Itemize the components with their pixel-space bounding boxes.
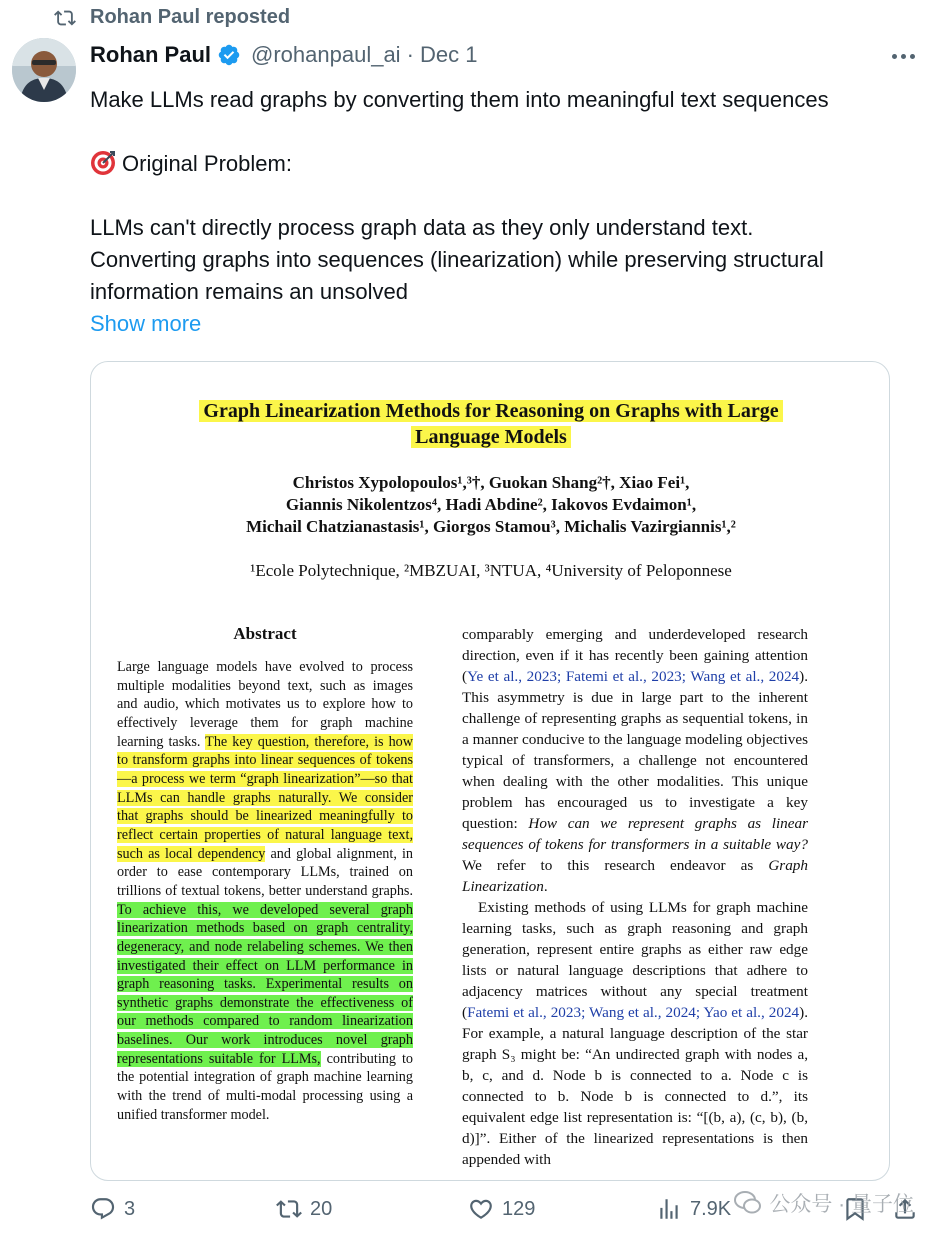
abstract-plain-3: contributing to the potential integration of graph machine learning with the trend of multi-modal processing using a unified transformer model.: [117, 1050, 414, 1123]
author-handle[interactable]: @rohanpaul_ai: [251, 42, 401, 67]
right-paragraph-1: [462, 624, 808, 897]
post-line-1: Make LLMs read graphs by converting them into meaningful text sequences: [90, 87, 829, 112]
post-header: [90, 38, 920, 72]
more-options-button[interactable]: [888, 46, 918, 66]
paper-title-line-2: Language Models: [411, 426, 571, 448]
repost-indicator[interactable]: [54, 6, 290, 29]
verified-badge-icon[interactable]: [217, 43, 241, 67]
r2-text-a: Existing methods of using LLMs for graph machine learning tasks, such as graph reasoning and graph generation, represent entire graphs as either raw edge lists or natural language descriptions that adhere to adjacency matrices without any special treatment (: [462, 899, 808, 1021]
r1-text-c: We refer to this research endeavor as: [462, 857, 754, 874]
abstract-plain-1: Large language models have evolved to process multiple modalities beyond text, such as images and audio, which motivates us to explore how to effectively leverage them for graph machine learning tasks.: [117, 659, 413, 750]
post-heading-text: Original Problem:: [122, 151, 292, 176]
paper-authors-line-2: Giannis Nikolentzos⁴, Hadi Abdine², Iakovos Evdaimon¹,: [285, 495, 697, 514]
paper-screenshot: [91, 362, 890, 1181]
views-icon: [656, 1196, 682, 1222]
paper-title: [91, 398, 890, 450]
abstract-heading: Abstract: [233, 624, 297, 643]
abstract-plain-2: and global alignment, in order to ease contemporary LLMs, trained on trillions of textual tokens, better understand graphs.: [117, 845, 414, 899]
abstract-highlight-yellow: The key question, therefore, is how to transform graphs into linear sequences of tokens—a process we term “graph linearization”—so that LLMs can handle graphs naturally. We consider that graphs should be linearized meaningfully to reflect certain properties of natural language text, such as local dependency: [117, 733, 413, 862]
reply-count: 3: [124, 1197, 136, 1220]
like-count: 129: [502, 1197, 536, 1220]
more-dot-icon: [910, 54, 915, 59]
paper-right-column: [462, 624, 808, 1170]
watermark: [733, 1188, 914, 1218]
post-body: [90, 84, 930, 340]
post-date[interactable]: · Dec 1: [406, 42, 478, 67]
author-name[interactable]: Rohan Paul: [90, 42, 212, 67]
repost-action-icon: [276, 1196, 302, 1222]
post-paragraph-line-2: Converting graphs into sequences (linearization) while preserving structural: [90, 247, 824, 272]
reply-icon: [90, 1196, 116, 1222]
post-paragraph-line-1: LLMs can't directly process graph data as they only understand text.: [90, 215, 754, 240]
r1-citation: Ye et al., 2023; Fatemi et al., 2023; Wang et al., 2024: [467, 668, 800, 685]
paper-affiliations: ¹Ecole Polytechnique, ²MBZUAI, ³NTUA, ⁴University of Peloponnese: [250, 561, 732, 580]
avatar[interactable]: [12, 38, 76, 102]
r1-text-b: ). This asymmetry is due in large part to the inherent challenge of representing graphs as sequential tokens, in a manner conducive to the language modeling objectives typical of transformers, a challenge not encountered when dealing with the other modalities. This unique problem has encouraged us to investigate a key question:: [462, 668, 808, 832]
repost-text: Rohan Paul reposted: [90, 6, 291, 28]
reply-button[interactable]: [90, 1196, 135, 1222]
right-paragraph-2: [462, 897, 808, 1170]
paper-authors: [91, 472, 890, 538]
more-dot-icon: [892, 54, 897, 59]
avatar-image: [12, 38, 76, 102]
views-count: 7.9K: [690, 1197, 732, 1220]
post-paragraph-line-3: information remains an unsolved: [90, 279, 408, 304]
show-more-link[interactable]: Show more: [90, 311, 202, 336]
abstract-text: [117, 658, 413, 1124]
repost-icon: [54, 7, 76, 29]
watermark-text: 公众号 · 量子位: [769, 1193, 914, 1216]
r1-italic: How can we represent graphs as linear sequences of tokens for transformers in a suitable way?: [462, 815, 809, 853]
r1-italic-2: Graph Linearization: [462, 857, 808, 895]
repost-button[interactable]: [276, 1196, 332, 1222]
r1-text-d: .: [543, 878, 548, 895]
wechat-logo-icon: [733, 1188, 763, 1218]
paper-authors-line-3: Michail Chatzianastasis¹, Giorgos Stamou³, Michalis Vazirgiannis¹,²: [246, 517, 736, 536]
heart-icon: [468, 1196, 494, 1222]
views-button[interactable]: [656, 1196, 731, 1222]
r1-text-a: comparably emerging and underdeveloped research direction, even if it has recently been gaining attention (: [462, 626, 808, 685]
post-heading: [90, 148, 930, 180]
r2-citation: Fatemi et al., 2023; Wang et al., 2024; Yao et al., 2024: [467, 1004, 800, 1021]
paper-title-line-1: Graph Linearization Methods for Reasoning on Graphs with Large: [199, 400, 782, 422]
repost-count: 20: [310, 1197, 333, 1220]
media-attachment[interactable]: [90, 361, 890, 1181]
target-emoji-icon: [90, 150, 116, 176]
r2-text-b: ). For example, a natural language description of the star graph S₃ might be: “An undirected graph with nodes a, b, c, and d. Node b is connected to a. Node c is connected to b. Node b is connected to d.”, its equivalent edge list representation is: “[(b, a), (c, b), (b, d)]”. Either of the linearized representations is then appended with: [462, 1004, 808, 1168]
more-dot-icon: [901, 54, 906, 59]
like-button[interactable]: [468, 1196, 535, 1222]
abstract-highlight-green: To achieve this, we developed several graph linearization methods based on graph centrality, degeneracy, and node relabeling schemes. We then investigated their effect on LLM performance in graph reasoning tasks. Experimental results on synthetic graphs demonstrate the effectiveness of our methods compared to random linearization baselines. Our work introduces novel graph representations suitable for LLMs,: [117, 901, 413, 1067]
paper-authors-line-1: Christos Xypolopoulos¹,³†, Guokan Shang²†, Xiao Fei¹,: [292, 473, 690, 492]
